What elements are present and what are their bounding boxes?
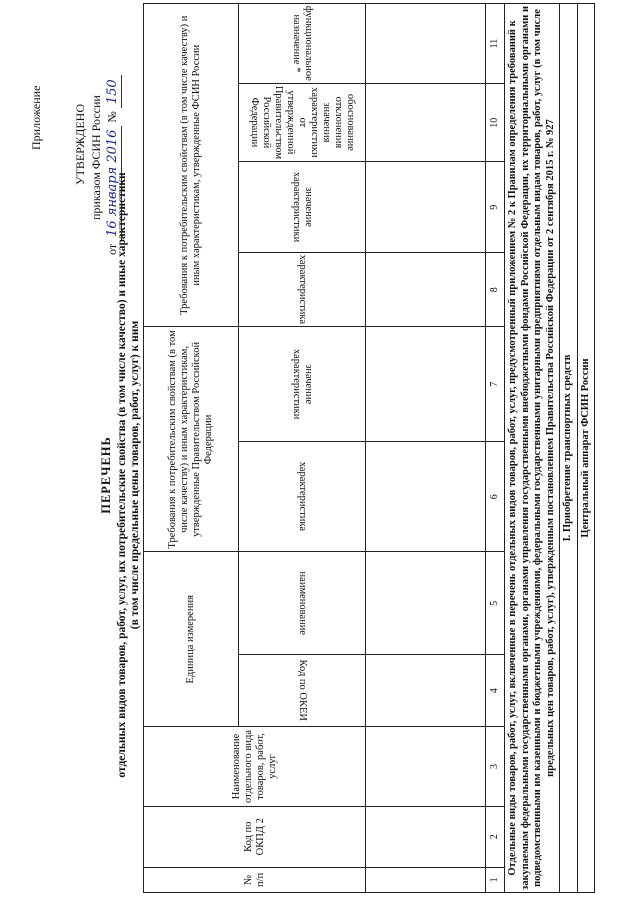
section-description: Отдельные виды товаров, работ, услуг, включенные в перечень отдельных видов товаров, работ, услуг, предусмотренный приложением № 2 к Правилам определения требований к закупаемым федеральными государственными органами, органами управления государственными внебюджетными фондами Российской Федерации, их территориальными органами и подведомственными им казенными и бюджетными учреждениями, федеральными государственными унитарными предприятиями отдельным видам товаров, работ, услуг (в том числе предельных цен товаров, работ, услуг), утвержденным постановлением Правительства Российской Федерации от 2 сентября 2015 г. № 927	[505, 4, 560, 893]
th-gov: Требования к потребительским свойствам (в том числе качеству) и иным характеристикам, утвержденные Правительством Российской Федерации	[144, 327, 239, 552]
column-number-row	[486, 4, 505, 893]
items-table	[143, 3, 595, 893]
section-row	[505, 4, 560, 893]
col-number: 10	[486, 84, 505, 162]
th-num: № п/п	[144, 867, 366, 892]
th-gov-value-text: значение характеристики	[291, 349, 314, 420]
th-name: Наименование отдельного вида товаров, работ, услуг	[144, 727, 366, 807]
approved-label: УТВЕРЖДЕНО	[73, 103, 87, 185]
date-prefix: от	[105, 243, 119, 255]
header-row-1	[144, 4, 239, 893]
th-unitname-text: наименование	[297, 571, 308, 636]
col-number: 8	[486, 253, 505, 327]
th-code-text: Код по ОКЕИ	[297, 660, 308, 722]
th-fsin-char	[239, 253, 366, 327]
subsection-row	[560, 4, 578, 893]
col-number: 11	[486, 4, 505, 84]
date-handwritten: 16 января 2016	[105, 126, 122, 241]
col-number: 9	[486, 162, 505, 253]
th-fsin-value	[239, 162, 366, 253]
th-gov-char-text: характеристика	[297, 462, 308, 532]
title-line-1: отдельных видов товаров, работ, услуг, их потребительские свойства (в том числе качество) и иные характеристики	[116, 172, 128, 778]
col-number: 6	[486, 442, 505, 552]
subsection-row	[577, 4, 595, 893]
subsection-central-office: Центральный аппарат ФСИН России	[577, 4, 595, 893]
th-fsin-char-text: характеристика	[297, 255, 308, 325]
number-handwritten: 150	[105, 75, 122, 108]
col-number: 1	[486, 867, 505, 892]
th-justif-text: обоснование отклонения значения характеристики от утвержденной Правительством Российской Федерации	[249, 86, 356, 160]
th-func	[239, 4, 366, 84]
th-gov-char	[239, 442, 366, 552]
th-fsin-value-text: значение характеристики	[291, 172, 314, 243]
th-func-text: функциональное назначение *	[291, 6, 314, 82]
col-number: 3	[486, 727, 505, 807]
col-number: 2	[486, 806, 505, 867]
col-number: 4	[486, 655, 505, 727]
title-heading: ПЕРЕЧЕНЬ	[99, 436, 113, 514]
th-gov-value	[239, 327, 366, 442]
th-justif	[239, 84, 366, 162]
th-code	[239, 655, 366, 727]
th-fsin: Требования к потребительским свойствам (в том числе качеству) и иным характеристикам, утвержденные ФСИН России	[144, 4, 239, 327]
col-number: 7	[486, 327, 505, 442]
order-line: приказом ФСИН России	[89, 95, 103, 220]
title-block	[100, 155, 142, 795]
annex-label: Приложение	[29, 85, 43, 150]
number-prefix: №	[105, 111, 119, 123]
col-number: 5	[486, 552, 505, 655]
title-line-2: (в том числе предельные цены товаров, работ, услуг) к ним	[129, 320, 141, 630]
subsection-transport: I. Приобретение транспортных средств	[560, 4, 578, 893]
blank-row	[366, 4, 486, 893]
th-unit: Единица измерения	[144, 552, 239, 727]
th-okpd: Код по ОКПД 2	[144, 806, 366, 867]
th-unitname	[239, 552, 366, 655]
